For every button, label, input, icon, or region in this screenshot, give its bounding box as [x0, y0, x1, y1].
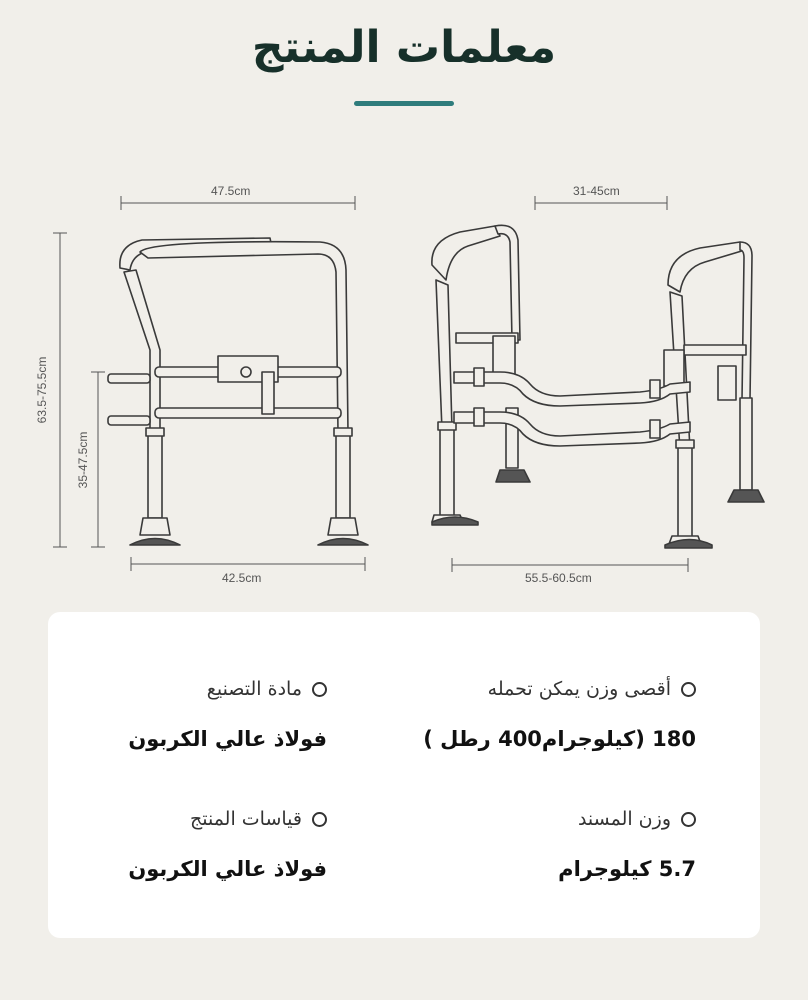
spec-value: 5.7 كيلوجرام — [558, 857, 696, 881]
dim-side-width-top: 31-45cm — [573, 184, 620, 198]
spec-max-load — [423, 678, 696, 751]
spec-material — [128, 678, 327, 751]
dim-side-width-bottom: 55.5-60.5cm — [525, 571, 592, 585]
front-view-drawing — [108, 238, 368, 545]
spec-weight — [558, 808, 696, 881]
dim-front-width-top: 47.5cm — [211, 184, 251, 198]
spec-value: فولاذ عالي الكربون — [128, 857, 327, 881]
spec-label: وزن المسند — [577, 808, 671, 830]
spec-value: 180 (كيلوجرام400 رطل ) — [423, 727, 696, 751]
spec-value: فولاذ عالي الكربون — [128, 727, 327, 751]
spec-dimensions — [128, 808, 327, 881]
circle-bullet-icon — [312, 812, 327, 827]
specs-card — [48, 612, 760, 938]
spec-label: قياسات المنتج — [189, 808, 302, 830]
circle-bullet-icon — [681, 812, 696, 827]
dim-height-arm: 35-47.5cm — [76, 431, 90, 489]
spec-label: مادة التصنيع — [206, 678, 302, 700]
page-title: معلمات المنتج — [251, 22, 557, 73]
circle-bullet-icon — [681, 682, 696, 697]
side-view-drawing — [432, 225, 764, 548]
dim-front-width-bottom: 42.5cm — [222, 571, 262, 585]
dim-height-total: 63.5-75.5cm — [35, 356, 49, 424]
spec-label: أقصى وزن يمكن تحمله — [487, 678, 671, 700]
circle-bullet-icon — [312, 682, 327, 697]
